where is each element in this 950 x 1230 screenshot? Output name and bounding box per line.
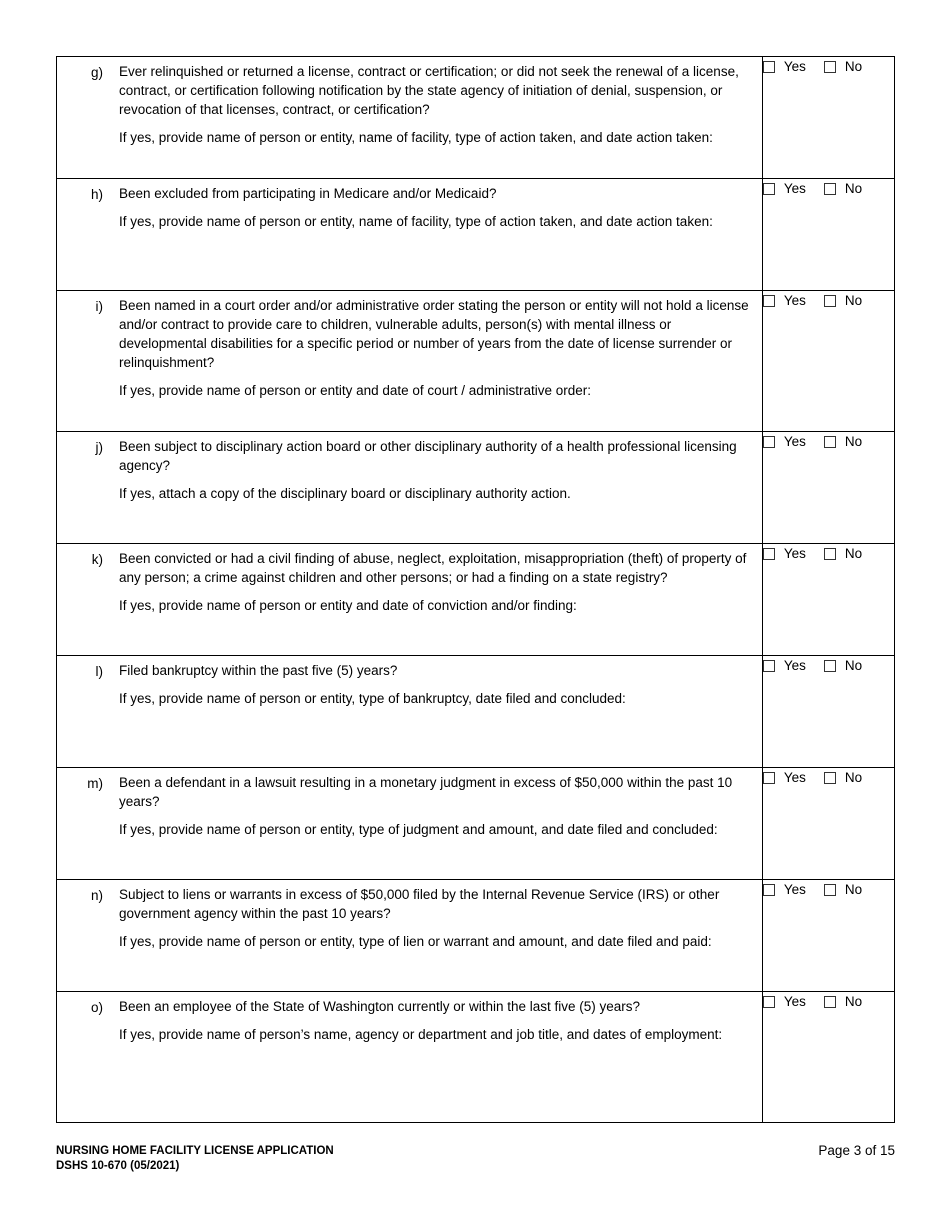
footer-form-title: NURSING HOME FACILITY LICENSE APPLICATION xyxy=(56,1145,334,1157)
checkbox-box-icon[interactable] xyxy=(824,436,836,448)
checkbox-box-icon[interactable] xyxy=(763,996,775,1008)
no-label: No xyxy=(844,770,863,785)
question-letter: l) xyxy=(95,664,103,679)
question-cell xyxy=(57,179,763,291)
answer-cell xyxy=(762,880,894,992)
yes-checkbox[interactable] xyxy=(763,432,806,451)
question-letter: j) xyxy=(95,440,103,455)
yes-label: Yes xyxy=(783,658,806,673)
yes-checkbox[interactable] xyxy=(763,768,806,787)
no-label: No xyxy=(844,882,863,897)
question-text: Been an employee of the State of Washington currently or within the last five (5) years? xyxy=(119,999,641,1014)
yes-checkbox[interactable] xyxy=(763,291,806,310)
question-letter: m) xyxy=(87,776,103,791)
no-checkbox[interactable] xyxy=(824,544,862,563)
yes-checkbox[interactable] xyxy=(763,179,806,198)
yes-checkbox[interactable] xyxy=(763,880,806,899)
answer-cell xyxy=(762,291,894,432)
checkbox-box-icon[interactable] xyxy=(763,660,775,672)
question-row-k xyxy=(57,544,895,656)
checkbox-box-icon[interactable] xyxy=(763,436,775,448)
no-checkbox[interactable] xyxy=(824,768,862,787)
checkbox-box-icon[interactable] xyxy=(763,295,775,307)
checkbox-box-icon[interactable] xyxy=(824,61,836,73)
question-followup: If yes, provide name of person or entity, type of judgment and amount, and date filed and concluded: xyxy=(119,822,718,837)
no-checkbox[interactable] xyxy=(824,179,862,198)
no-checkbox[interactable] xyxy=(824,291,862,310)
question-cell xyxy=(57,992,763,1123)
yes-label: Yes xyxy=(783,434,806,449)
answer-cell xyxy=(762,179,894,291)
yes-checkbox[interactable] xyxy=(763,656,806,675)
question-cell xyxy=(57,57,763,179)
question-followup: If yes, provide name of person or entity, name of facility, type of action taken, and date action taken: xyxy=(119,214,713,229)
checkbox-box-icon[interactable] xyxy=(763,183,775,195)
question-text: Been convicted or had a civil finding of abuse, neglect, exploitation, misappropriation (theft) of property of any person; a crime against children and other persons; or had a finding on a state registry? xyxy=(119,551,747,585)
question-followup: If yes, provide name of person’s name, agency or department and job title, and dates of employment: xyxy=(119,1027,723,1042)
no-label: No xyxy=(844,59,863,74)
question-text: Been named in a court order and/or administrative order stating the person or entity will not hold a license and/or contract to provide care to children, vulnerable adults, person(s) with mental illness or developmental disabilities for a specific period or number of years from the date of license surrender or relinquishment? xyxy=(119,298,749,370)
question-followup: If yes, provide name of person or entity and date of court / administrative order: xyxy=(119,383,591,398)
answer-cell xyxy=(762,992,894,1123)
no-checkbox[interactable] xyxy=(824,880,862,899)
yes-checkbox[interactable] xyxy=(763,544,806,563)
yes-label: Yes xyxy=(783,293,806,308)
question-followup: If yes, provide name of person or entity, type of lien or warrant and amount, and date filed and paid: xyxy=(119,934,712,949)
checkbox-box-icon[interactable] xyxy=(824,996,836,1008)
question-row-m xyxy=(57,768,895,880)
yes-label: Yes xyxy=(783,181,806,196)
answer-cell xyxy=(762,544,894,656)
question-cell xyxy=(57,768,763,880)
no-label: No xyxy=(844,434,863,449)
question-row-j xyxy=(57,432,895,544)
answer-cell xyxy=(762,656,894,768)
question-followup: If yes, provide name of person or entity and date of conviction and/or finding: xyxy=(119,598,577,613)
question-text: Filed bankruptcy within the past five (5) years? xyxy=(119,663,398,678)
question-row-o xyxy=(57,992,895,1123)
question-followup: If yes, provide name of person or entity, type of bankruptcy, date filed and concluded: xyxy=(119,691,626,706)
checkbox-box-icon[interactable] xyxy=(763,772,775,784)
checkbox-box-icon[interactable] xyxy=(824,548,836,560)
question-letter: k) xyxy=(91,552,103,567)
question-row-h xyxy=(57,179,895,291)
footer-form-number: DSHS 10-670 (05/2021) xyxy=(56,1160,180,1172)
no-label: No xyxy=(844,546,863,561)
question-cell xyxy=(57,432,763,544)
questions-table xyxy=(56,56,895,1123)
question-text: Ever relinquished or returned a license, contract or certification; or did not seek the renewal of a license, contract, or certification following notification by the state agency of initiation of denial, suspension, or revocation of that licenses, contract, or certification? xyxy=(119,64,739,117)
question-cell xyxy=(57,544,763,656)
no-checkbox[interactable] xyxy=(824,57,862,76)
question-cell xyxy=(57,656,763,768)
yes-label: Yes xyxy=(783,59,806,74)
no-checkbox[interactable] xyxy=(824,656,862,675)
checkbox-box-icon[interactable] xyxy=(824,884,836,896)
question-letter: o) xyxy=(90,1000,103,1015)
question-letter: i) xyxy=(95,299,103,314)
answer-cell xyxy=(762,57,894,179)
checkbox-box-icon[interactable] xyxy=(763,548,775,560)
yes-label: Yes xyxy=(783,994,806,1009)
yes-label: Yes xyxy=(783,770,806,785)
checkbox-box-icon[interactable] xyxy=(824,183,836,195)
no-checkbox[interactable] xyxy=(824,992,862,1011)
no-label: No xyxy=(844,658,863,673)
yes-checkbox[interactable] xyxy=(763,992,806,1011)
question-text: Been a defendant in a lawsuit resulting in a monetary judgment in excess of $50,000 within the past 10 years? xyxy=(119,775,733,809)
question-row-i xyxy=(57,291,895,432)
yes-label: Yes xyxy=(783,882,806,897)
question-cell xyxy=(57,291,763,432)
checkbox-box-icon[interactable] xyxy=(763,61,775,73)
question-cell xyxy=(57,880,763,992)
question-text: Subject to liens or warrants in excess of $50,000 filed by the Internal Revenue Service (IRS) or other government agency within the past 10 years? xyxy=(119,887,720,921)
checkbox-box-icon[interactable] xyxy=(763,884,775,896)
no-label: No xyxy=(844,994,863,1009)
no-label: No xyxy=(844,293,863,308)
yes-label: Yes xyxy=(783,546,806,561)
no-checkbox[interactable] xyxy=(824,432,862,451)
checkbox-box-icon[interactable] xyxy=(824,295,836,307)
question-followup: If yes, attach a copy of the disciplinary board or disciplinary authority action. xyxy=(119,486,571,501)
question-row-l xyxy=(57,656,895,768)
footer-form-info xyxy=(56,1144,334,1174)
question-row-g xyxy=(57,57,895,179)
question-row-n xyxy=(57,880,895,992)
question-letter: g) xyxy=(90,65,103,80)
question-text: Been subject to disciplinary action board or other disciplinary authority of a health professional licensing agency? xyxy=(119,439,737,473)
question-text: Been excluded from participating in Medicare and/or Medicaid? xyxy=(119,186,497,201)
question-followup: If yes, provide name of person or entity, name of facility, type of action taken, and date action taken: xyxy=(119,130,713,145)
checkbox-box-icon[interactable] xyxy=(824,772,836,784)
question-letter: h) xyxy=(90,187,103,202)
question-letter: n) xyxy=(90,888,103,903)
page-number: Page 3 of 15 xyxy=(818,1143,895,1158)
yes-checkbox[interactable] xyxy=(763,57,806,76)
checkbox-box-icon[interactable] xyxy=(824,660,836,672)
answer-cell xyxy=(762,432,894,544)
no-label: No xyxy=(844,181,863,196)
answer-cell xyxy=(762,768,894,880)
